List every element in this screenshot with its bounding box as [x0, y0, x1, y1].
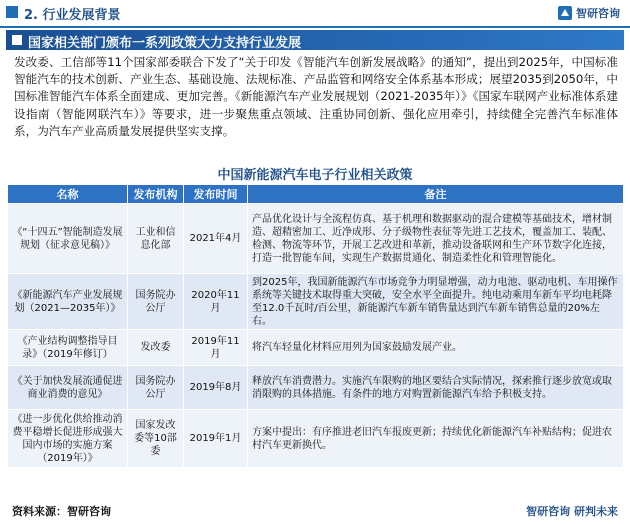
cell-note: 释放汽车消费潜力。实施汽车限购的地区要结合实际情况，探索推行逐步放宽或取消限购的具体措施。有条件的地方对购置新能源汽车给予积极支持。: [248, 366, 624, 410]
cell-note: 到2025年，我国新能源汽车市场竞争力明显增强，动力电池、驱动电机、车用操作系统等关键技术取得重大突破，安全水平全面提升。纯电动乘用车新车平均电耗降至12.0千瓦时/百公里，新能源汽车新车销售量达到汽车新车销售总量的20%左右。: [248, 274, 624, 330]
header-note: 备注: [248, 185, 624, 204]
cell-date: 2019年1月: [184, 410, 248, 468]
source-note: 资料来源：智研咨询: [12, 505, 111, 518]
intro-paragraph: 发改委、工信部等11个国家部委联合下发了“关于印发《智能汽车创新发展战略》的通知”，提出到2025年，中国标准智能汽车的技术创新、产业生态、基础设施、法规标准、产品监管和网络安全体系基本形成；展望2035到2050年，中国标准智能汽车体系全面建成、更加完善。《新能源汽车产业发展规划（2021-2035年）》《国家车联网产业标准体系建设指南（智能网联汽车）》等要求，进一步聚焦重点领域、注重协同创新、强化应用牵引，持续健全完善汽车标准体系，为汽车产业高质量发展提供坚实支撑。: [14, 55, 618, 138]
cell-name: 《产业结构调整指导目录》（2019年修订）: [8, 330, 128, 366]
section-title: 2. 行业发展背景: [24, 8, 121, 23]
brand-logo-text: 智研咨询: [576, 7, 620, 20]
cell-org: 国务院办公厅: [128, 274, 184, 330]
cell-note: 产品优化设计与全流程仿真、基于机理和数据驱动的混合建模等基础技术，增材制造、超精密加工、近净成形、分子级物性表征等先进工艺技术，覆盖加工、装配、检测、物流等环节，开展工艺改进和革新，推动设备联网和生产环节数字化连接，打造一批智能车间，实现生产数据贯通化、制造柔性化和管理智能化。: [248, 204, 624, 274]
header-name: 名称: [8, 185, 128, 204]
brand-logo-icon: [558, 6, 572, 20]
policy-table: [7, 184, 624, 468]
cell-name: 《新能源汽车产业发展规划（2021—2035年）》: [8, 274, 128, 330]
cell-date: 2020年11月: [184, 274, 248, 330]
cell-note: 将汽车轻量化材料应用列为国家鼓励发展产业。: [248, 330, 624, 366]
table-title: 中国新能源汽车电子行业相关政策: [217, 168, 413, 183]
header-date: 发布时间: [184, 185, 248, 204]
section-banner: [6, 30, 624, 50]
cell-date: 2019年8月: [184, 366, 248, 410]
table-row: [8, 274, 624, 330]
cell-org: 工业和信息化部: [128, 204, 184, 274]
banner-title: 国家相关部门颁布一系列政策大力支持行业发展: [28, 36, 302, 51]
table-row: [8, 410, 624, 468]
table-row: [8, 330, 624, 366]
cell-note: 方案中提出：有序推进老旧汽车报废更新；持续优化新能源汽车补贴结构；促进农村汽车更新换代。: [248, 410, 624, 468]
footer-logo: [526, 503, 618, 519]
section-marker-icon: [6, 6, 18, 18]
header-org: 发布机构: [128, 185, 184, 204]
table-header-row: [8, 185, 624, 204]
cell-org: 国务院办公厅: [128, 366, 184, 410]
cell-name: 《关于加快发展流通促进商业消费的意见》: [8, 366, 128, 410]
banner-bullet-icon: [12, 35, 22, 45]
top-bar: [0, 0, 630, 28]
cell-org: 发改委: [128, 330, 184, 366]
cell-date: 2021年4月: [184, 204, 248, 274]
footer-logo-text: 智研咨询 研判未来: [526, 505, 618, 518]
cell-name: 《进一步优化供给推动消费平稳增长促进形成强大国内市场的实施方案（2019年）》: [8, 410, 128, 468]
table-row: [8, 366, 624, 410]
table-row: [8, 204, 624, 274]
cell-name: 《“十四五”智能制造发展规划（征求意见稿）》: [8, 204, 128, 274]
cell-date: 2019年11月: [184, 330, 248, 366]
cell-org: 国家发改委等10部委: [128, 410, 184, 468]
brand-logo: [558, 5, 620, 21]
